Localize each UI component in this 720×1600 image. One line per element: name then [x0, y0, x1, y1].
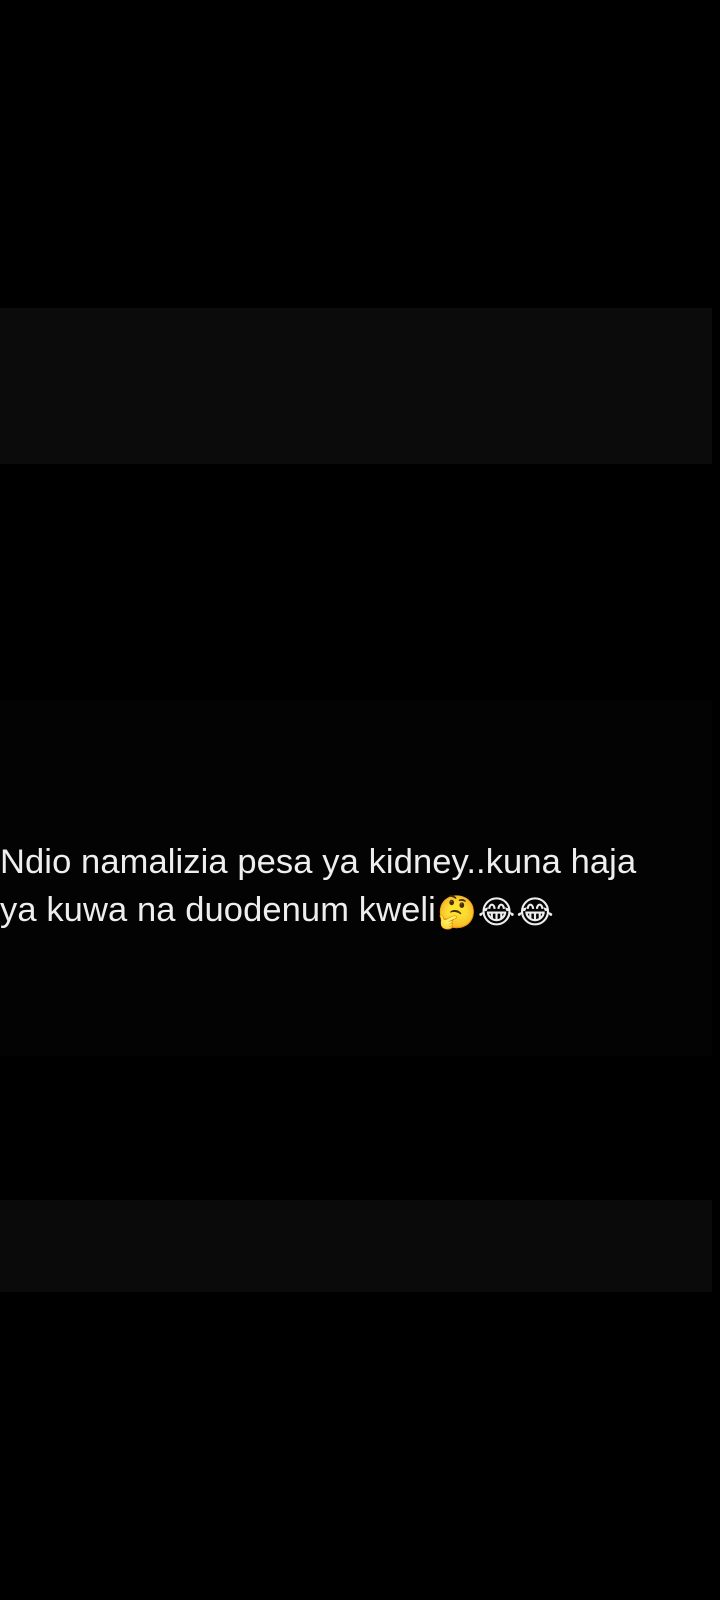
background-band-top — [0, 308, 712, 464]
tears-of-joy-icon: 😂 — [309, 1320, 356, 1364]
message-text — [0, 838, 712, 936]
message-line-1: Ndio namalizia pesa ya kidney..kuna haja — [0, 843, 637, 881]
message-line-2 — [0, 886, 712, 936]
background-band-bottom — [0, 1200, 712, 1292]
message-line-2-text: ya kuwa na duodenum kweli — [0, 891, 436, 929]
tears-of-joy-icon: 😂 — [477, 894, 516, 930]
tears-of-joy-icon: 😂 — [516, 894, 554, 930]
thinking-face-icon: 🤔 — [436, 894, 477, 930]
reaction-emojis — [0, 1318, 712, 1366]
loudly-crying-face-icon: 😭 — [356, 1320, 403, 1364]
